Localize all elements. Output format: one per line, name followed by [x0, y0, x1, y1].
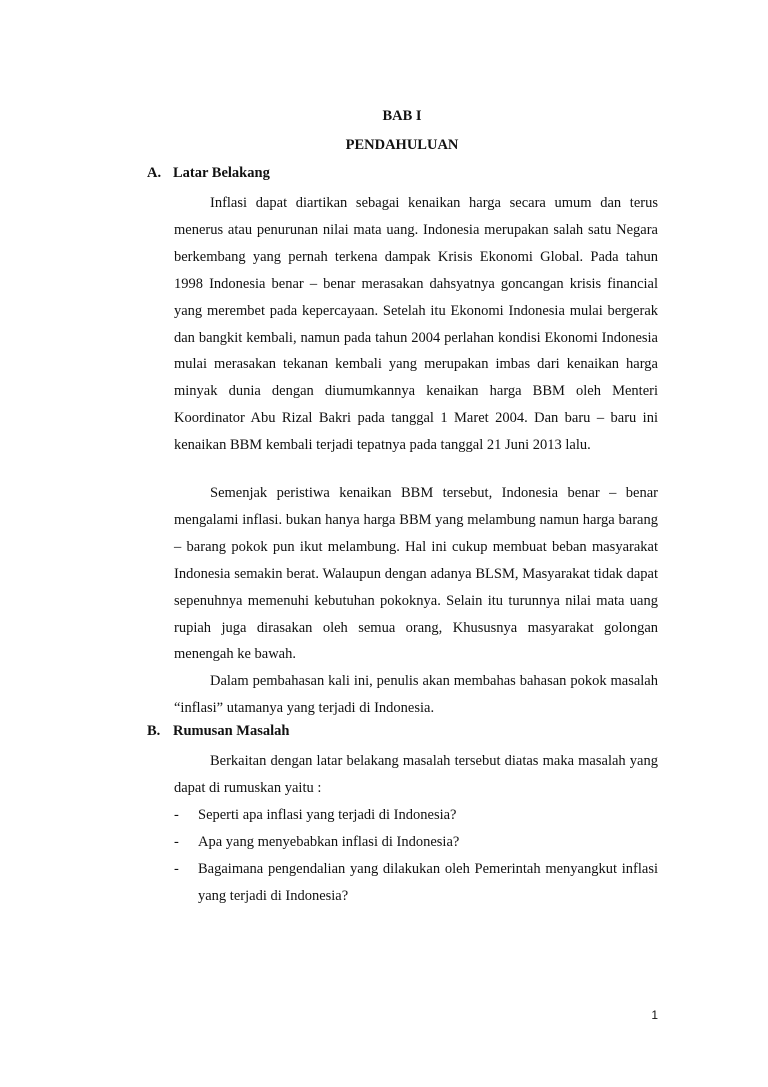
- paragraph-rumusan-masalah: Berkaitan dengan latar belakang masalah tersebut diatas maka masalah yang dapat di rumuskan yaitu :: [174, 753, 658, 796]
- list-item: - Bagaimana pengendalian yang dilakukan oleh Pemerintah menyangkut inflasi yang terjadi di Indonesia?: [174, 856, 658, 910]
- section-title: Rumusan Masalah: [173, 723, 290, 739]
- paragraph-latar-belakang-2: Semenjak peristiwa kenaikan BBM tersebut, Indonesia benar – benar mengalami inflasi. bukan hanya harga BBM yang melambung namun harga barang – barang pokok pun ikut melambung. Hal ini cukup membuat beban masyarakat Indonesia semakin berat. Walaupun dengan adanya BLSM, Masyarakat tidak dapat sepenuhnya memenuhi kebutuhan pokoknya. Selain itu turunnya nilai mata uang rupiah juga dirasakan oleh semua orang, Khususnya masyarakat golongan menengah ke bawah.: [174, 485, 658, 663]
- section-title: Latar Belakang: [173, 165, 270, 181]
- paragraph-latar-belakang-3: Dalam pembahasan kali ini, penulis akan membahas bahasan pokok masalah “inflasi” utamanya yang terjadi di Indonesia.: [174, 673, 658, 716]
- list-item: - Seperti apa inflasi yang terjadi di Indonesia?: [174, 802, 658, 829]
- list-item: - Apa yang menyebabkan inflasi di Indonesia?: [174, 829, 658, 856]
- list-marker: -: [174, 807, 179, 823]
- list-marker: -: [174, 833, 179, 850]
- section-letter: A.: [147, 165, 162, 181]
- chapter-number: BAB I: [382, 108, 422, 124]
- list-marker: -: [174, 860, 179, 877]
- section-heading-rumusan-masalah: [147, 723, 289, 740]
- paragraph-latar-belakang-1: Inflasi dapat diartikan sebagai kenaikan harga secara umum dan terus menerus atau penurunan nilai mata uang. Indonesia merupakan salah satu Negara berkembang yang pernah terkena dampak Krisis Ekonomi Global. Pada tahun 1998 Indonesia benar – benar merasakan dahsyatnya goncangan krisis financial yang merembet pada kepercayaan. Setelah itu Ekonomi Indonesia mulai bergerak dan bangkit kembali, namun pada tahun 2004 perlahan kondisi Ekonomi Indonesia mulai merasakan tekanan kembali yang merupakan imbas dari kenaikan harga minyak dunia dengan diumumkannya kenaikan harga BBM oleh Menteri Koordinator Abu Rizal Bakri pada tanggal 1 Maret 2004. Dan baru – baru ini kenaikan BBM kembali terjadi tepatnya pada tanggal 21 Juni 2013 lalu.: [174, 195, 658, 454]
- section-letter: B.: [147, 723, 161, 739]
- page-number: 1: [651, 1008, 658, 1022]
- section-heading-latar-belakang: [147, 165, 270, 182]
- chapter-title: PENDAHULUAN: [345, 137, 459, 153]
- problem-list: [174, 802, 658, 910]
